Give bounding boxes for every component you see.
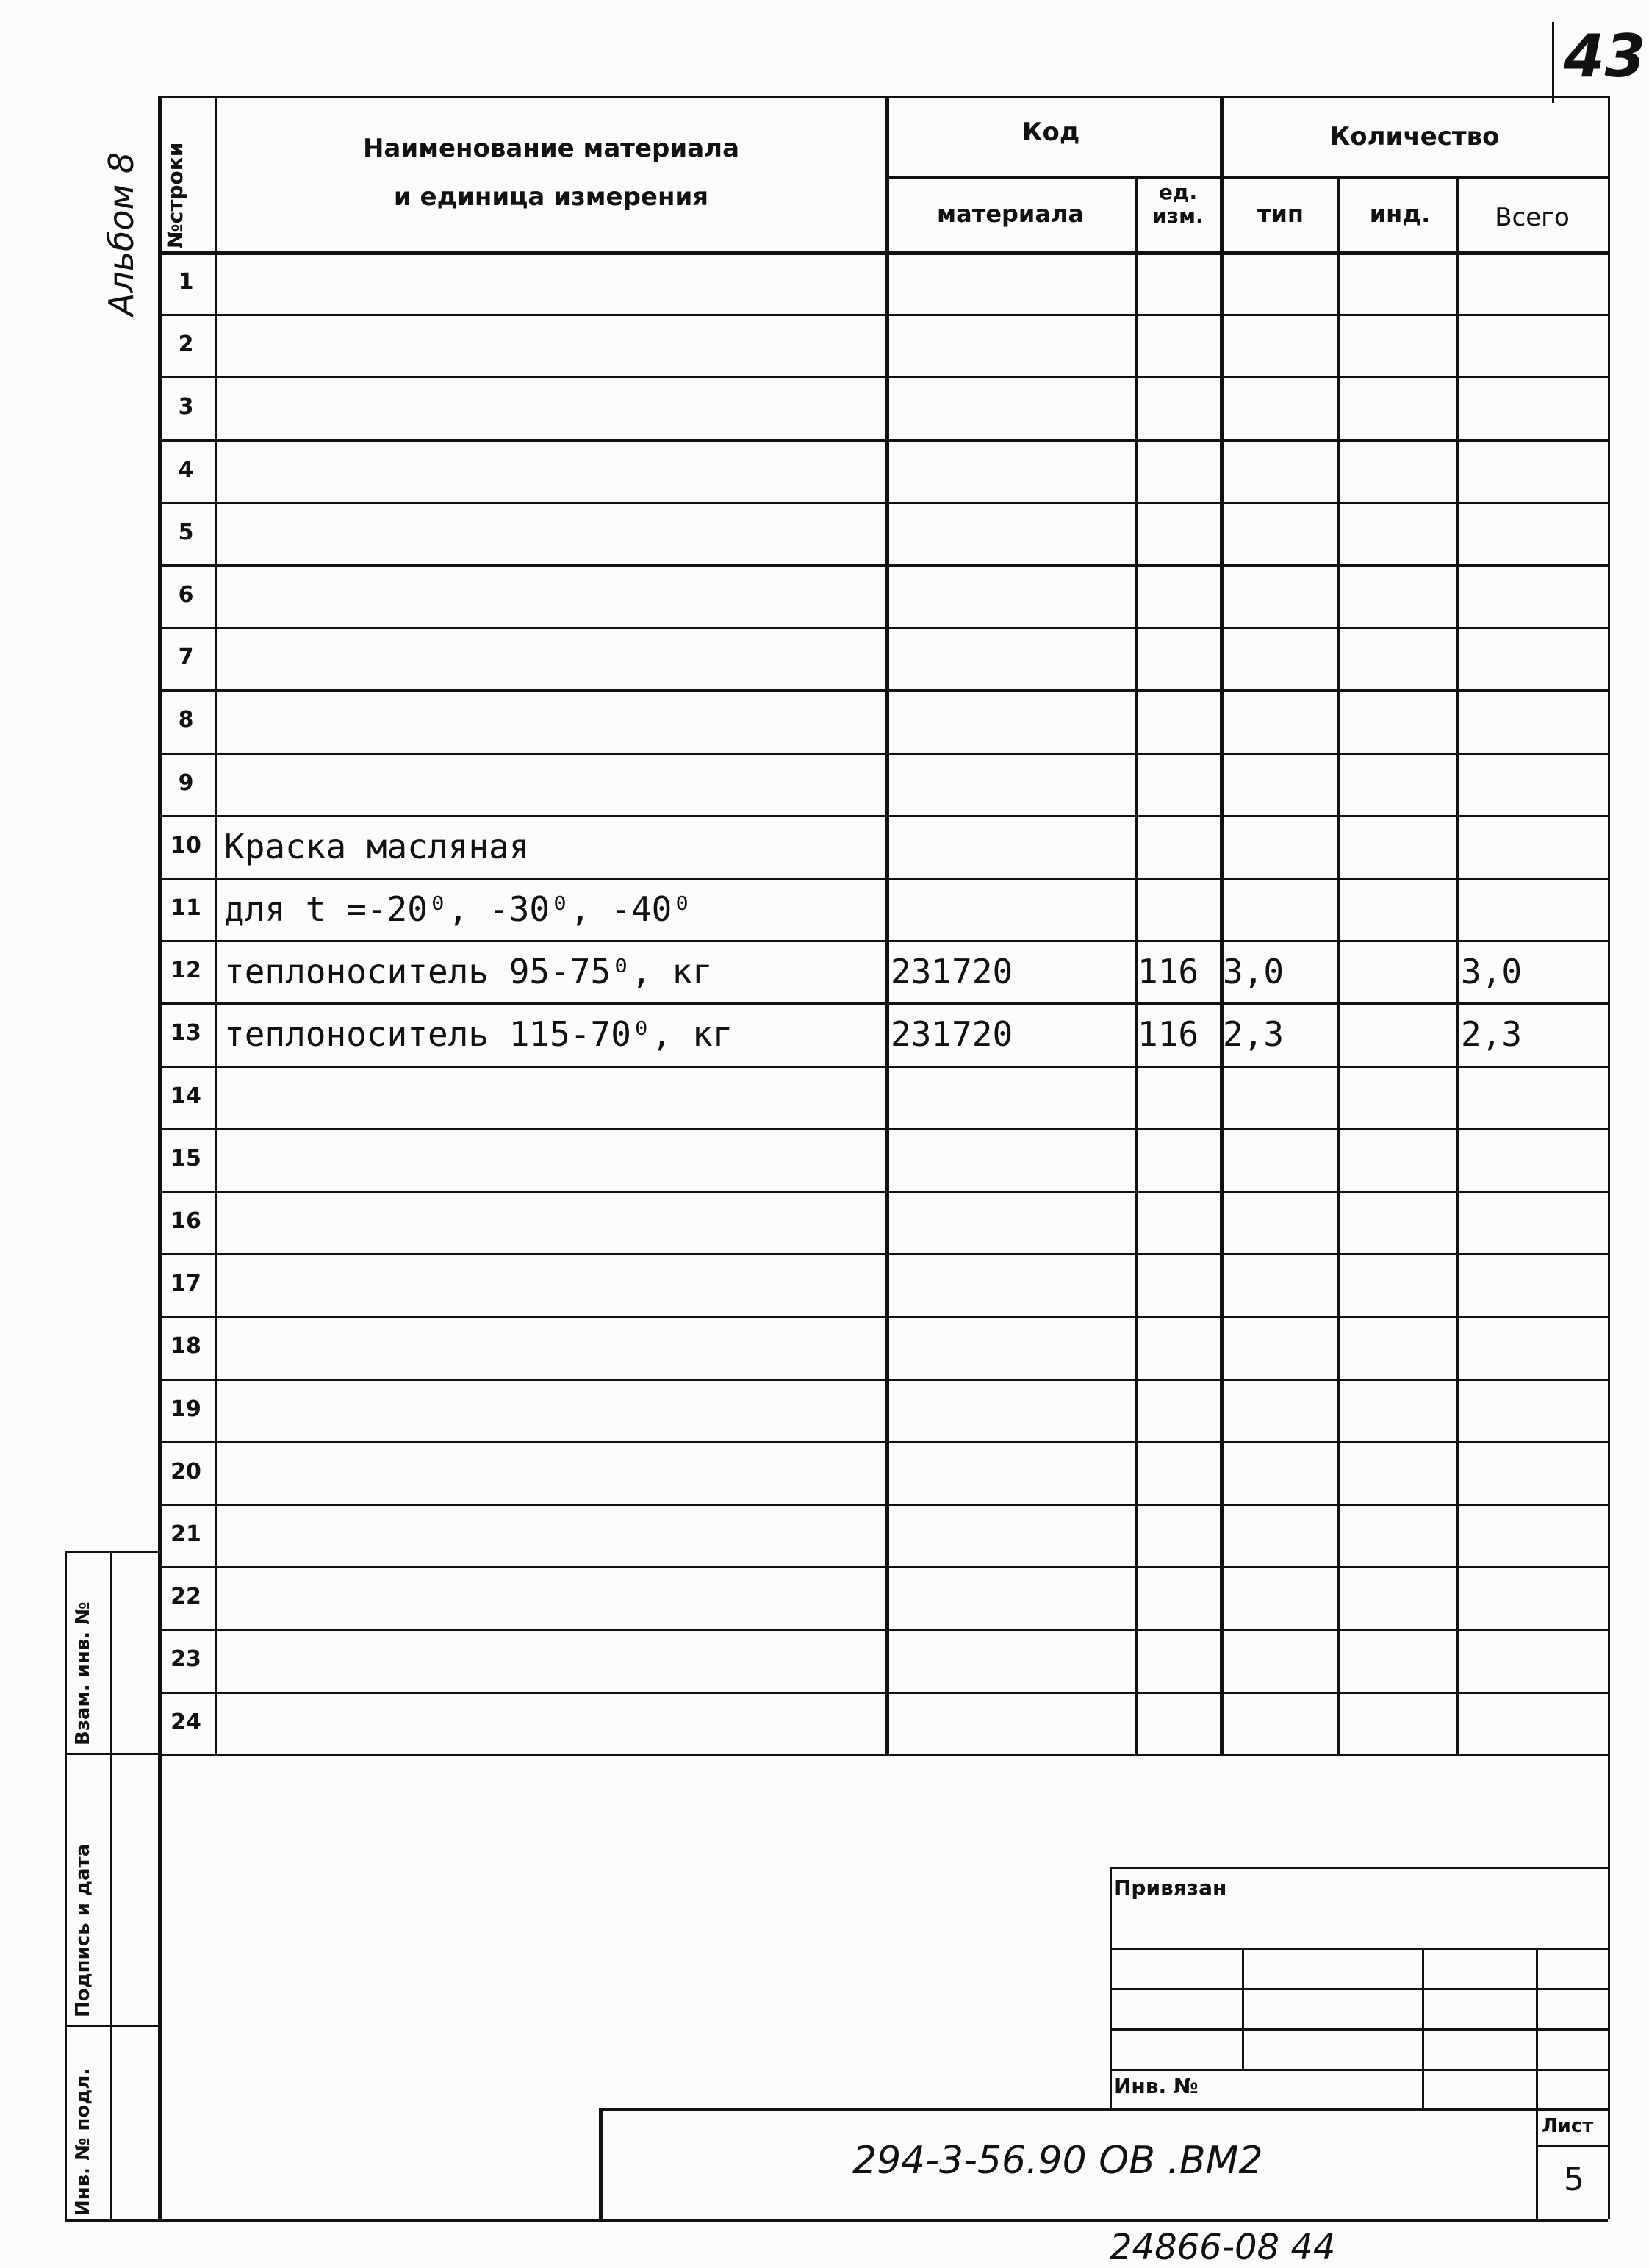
row-divider <box>158 1504 1609 1506</box>
row-divider <box>158 1441 1609 1443</box>
corner-divider <box>1552 22 1554 103</box>
cell-unit: 116 <box>1138 1014 1199 1054</box>
cell-name: Краска масляная <box>224 827 530 866</box>
row-number: 9 <box>178 770 194 796</box>
row-number: 2 <box>178 331 194 357</box>
header-name-line2: и единица измерения <box>393 182 709 212</box>
cell-unit: 116 <box>1138 952 1199 991</box>
list-number: 5 <box>1564 2161 1584 2198</box>
row-divider <box>158 376 1609 378</box>
row-divider <box>158 1191 1609 1193</box>
row-divider <box>158 314 1609 316</box>
row-divider <box>158 1692 1609 1694</box>
cell-name: теплоноситель 115-70⁰, кг <box>224 1014 733 1054</box>
row-divider <box>158 1066 1609 1068</box>
row-number: 17 <box>170 1271 201 1296</box>
row-divider <box>158 1629 1609 1631</box>
row-number: 7 <box>178 645 194 670</box>
row-number: 10 <box>170 833 201 858</box>
header-qty-type: тип <box>1257 200 1304 228</box>
header-code-unit: ед. изм. <box>1152 180 1204 228</box>
row-number: 18 <box>170 1333 201 1359</box>
header-code-group: Код <box>1021 118 1080 147</box>
sheet-corner-number: 43 <box>1564 22 1646 90</box>
inv-no-label: Инв. № <box>1114 2074 1199 2098</box>
header-row-no: №строки <box>163 142 187 248</box>
row-number: 6 <box>178 582 194 608</box>
row-divider <box>158 439 1609 442</box>
row-number: 4 <box>178 457 194 483</box>
row-divider <box>158 502 1609 504</box>
stamp-inv-podl: Инв. № подл. <box>72 2067 94 2216</box>
cell-total: 3,0 <box>1461 952 1523 991</box>
row-divider <box>158 753 1609 755</box>
row-number: 23 <box>170 1646 201 1672</box>
privyazan-label: Привязан <box>1114 1876 1227 1900</box>
header-name-line1: Наименование материала <box>362 134 740 163</box>
row-number: 8 <box>178 707 194 733</box>
cell-total: 2,3 <box>1461 1014 1523 1054</box>
row-number: 20 <box>170 1459 201 1485</box>
row-divider <box>158 1128 1609 1130</box>
cell-code: 231720 <box>891 952 1013 991</box>
row-number: 24 <box>170 1709 201 1735</box>
row-divider <box>158 564 1609 567</box>
row-divider <box>158 1754 1609 1756</box>
row-divider <box>158 627 1609 629</box>
row-number: 11 <box>170 895 201 921</box>
header-qty-group: Количество <box>1329 122 1500 151</box>
cell-name: теплоноситель 95-75⁰, кг <box>224 952 713 991</box>
row-divider <box>158 815 1609 817</box>
album-label: Альбом 8 <box>101 151 141 316</box>
cell-code: 231720 <box>891 1014 1013 1054</box>
cell-name: для t =-20⁰, -30⁰, -40⁰ <box>224 889 692 929</box>
row-number: 16 <box>170 1208 201 1234</box>
row-number: 13 <box>170 1020 201 1046</box>
list-label: Лист <box>1542 2115 1594 2137</box>
row-number: 22 <box>170 1584 201 1610</box>
row-number: 1 <box>178 269 194 295</box>
row-divider <box>158 1002 1609 1005</box>
row-divider <box>158 1566 1609 1568</box>
stamp-podpis-data: Подпись и дата <box>72 1843 94 2017</box>
cell-type: 3,0 <box>1223 952 1285 991</box>
row-divider <box>158 1316 1609 1318</box>
header-qty-ind: инд. <box>1369 200 1431 228</box>
row-number: 15 <box>170 1146 201 1171</box>
archive-number: 24866-08 44 <box>1110 2227 1336 2268</box>
row-number: 5 <box>178 520 194 545</box>
header-code-material: материала <box>937 200 1084 228</box>
row-divider <box>158 689 1609 692</box>
row-number: 21 <box>170 1521 201 1547</box>
row-number: 19 <box>170 1396 201 1422</box>
row-divider <box>158 878 1609 880</box>
cell-type: 2,3 <box>1223 1014 1285 1054</box>
row-divider <box>158 1253 1609 1255</box>
row-number: 3 <box>178 394 194 420</box>
row-number: 14 <box>170 1083 201 1109</box>
row-divider <box>158 940 1609 942</box>
row-divider <box>158 1379 1609 1381</box>
header-qty-total: Всего <box>1495 203 1570 232</box>
stamp-vzam-inv: Взам. инв. № <box>72 1601 94 1745</box>
row-number: 12 <box>170 958 201 983</box>
document-code: 294-3-56.90 ОВ .ВМ2 <box>852 2139 1263 2183</box>
